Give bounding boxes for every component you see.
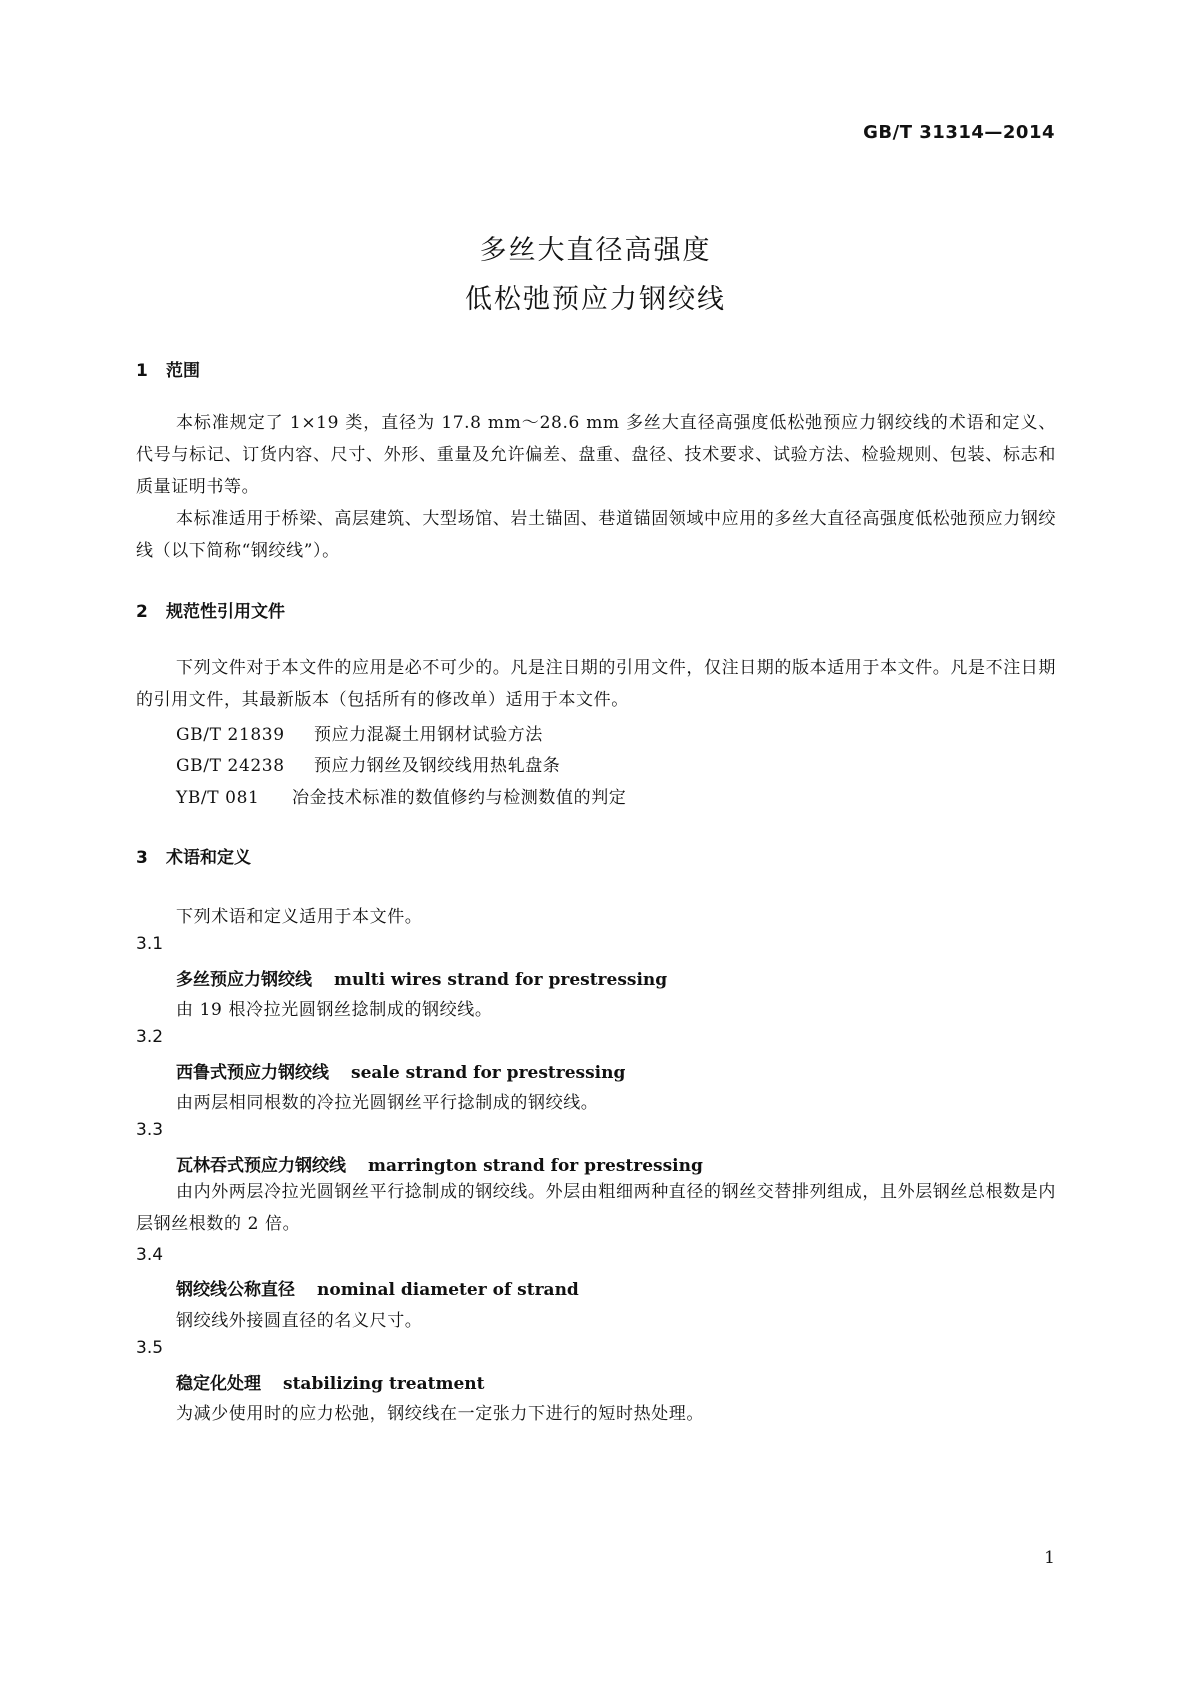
references-intro: 下列文件对于本文件的应用是必不可少的。凡是注日期的引用文件，仅注日期的版本适用于本文件。凡是不注日期的引用文件，其最新版本（包括所有的修改单）适用于本文件。 — [136, 658, 1056, 710]
reference-title: 预应力钢丝及钢绞线用热轧盘条 — [314, 756, 561, 776]
section-3-heading — [136, 843, 251, 868]
term-chinese: 稳定化处理 — [176, 1374, 261, 1394]
term-heading — [176, 1151, 703, 1176]
terms-intro: 下列术语和定义适用于本文件。 — [176, 907, 423, 927]
term-english: stabilizing treatment — [283, 1374, 485, 1394]
term-english: multi wires strand for prestressing — [334, 970, 668, 990]
term-heading — [176, 965, 667, 990]
term-number: 3.3 — [136, 1120, 164, 1140]
term-english: marrington strand for prestressing — [368, 1156, 703, 1176]
term-chinese: 西鲁式预应力钢绞线 — [176, 1063, 329, 1083]
term-english: seale strand for prestressing — [351, 1063, 626, 1083]
term-definition: 为减少使用时的应力松弛，钢绞线在一定张力下进行的短时热处理。 — [176, 1404, 704, 1424]
reference-item — [176, 783, 626, 808]
section-title: 规范性引用文件 — [166, 602, 285, 622]
reference-item — [176, 751, 560, 776]
reference-title: 预应力混凝土用钢材试验方法 — [314, 725, 543, 745]
scope-paragraph-2: 本标准适用于桥梁、高层建筑、大型场馆、岩土锚固、巷道锚固领域中应用的多丝大直径高强度低松弛预应力钢绞线（以下简称“钢绞线”）。 — [136, 509, 1056, 561]
term-number: 3.4 — [136, 1245, 164, 1265]
term-definition: 由内外两层冷拉光圆钢丝平行捻制成的钢绞线。外层由粗细两种直径的钢丝交替排列组成，且外层钢丝总根数是内层钢丝根数的 2 倍。 — [136, 1182, 1056, 1234]
term-chinese: 瓦林吞式预应力钢绞线 — [176, 1156, 346, 1176]
title-line-1: 多丝大直径高强度 — [479, 235, 712, 266]
reference-title: 冶金技术标准的数值修约与检测数值的判定 — [292, 788, 627, 808]
title-line-2: 低松弛预应力钢绞线 — [465, 284, 726, 315]
term-number: 3.2 — [136, 1027, 164, 1047]
section-title: 范围 — [166, 361, 200, 381]
term-number: 3.1 — [136, 934, 164, 954]
term-heading — [176, 1275, 579, 1300]
page-number: 1 — [1044, 1548, 1055, 1568]
term-definition: 由两层相同根数的冷拉光圆钢丝平行捻制成的钢绞线。 — [176, 1093, 599, 1113]
section-2-heading — [136, 597, 285, 622]
term-definition: 钢绞线外接圆直径的名义尺寸。 — [176, 1311, 423, 1331]
section-1-heading — [136, 356, 200, 381]
term-heading — [176, 1058, 625, 1083]
term-number: 3.5 — [136, 1338, 164, 1358]
section-number: 1 — [136, 361, 148, 381]
reference-code: GB/T 21839 — [176, 725, 285, 745]
term-english: nominal diameter of strand — [317, 1280, 579, 1300]
term-chinese: 钢绞线公称直径 — [176, 1280, 295, 1300]
section-number: 2 — [136, 602, 148, 622]
scope-paragraph-1: 本标准规定了 1×19 类，直径为 17.8 mm～28.6 mm 多丝大直径高强度低松弛预应力钢绞线的术语和定义、代号与标记、订货内容、尺寸、外形、重量及允许偏差、盘重、盘径、技术要求、试验方法、检验规则、包装、标志和质量证明书等。 — [136, 413, 1056, 497]
term-chinese: 多丝预应力钢绞线 — [176, 970, 312, 990]
standard-number: GB/T 31314—2014 — [863, 122, 1055, 143]
section-title: 术语和定义 — [166, 848, 251, 868]
reference-code: YB/T 081 — [176, 788, 260, 808]
reference-item — [176, 720, 543, 745]
section-number: 3 — [136, 848, 148, 868]
term-definition: 由 19 根冷拉光圆钢丝捻制成的钢绞线。 — [176, 1000, 493, 1020]
term-heading — [176, 1369, 485, 1394]
reference-code: GB/T 24238 — [176, 756, 285, 776]
